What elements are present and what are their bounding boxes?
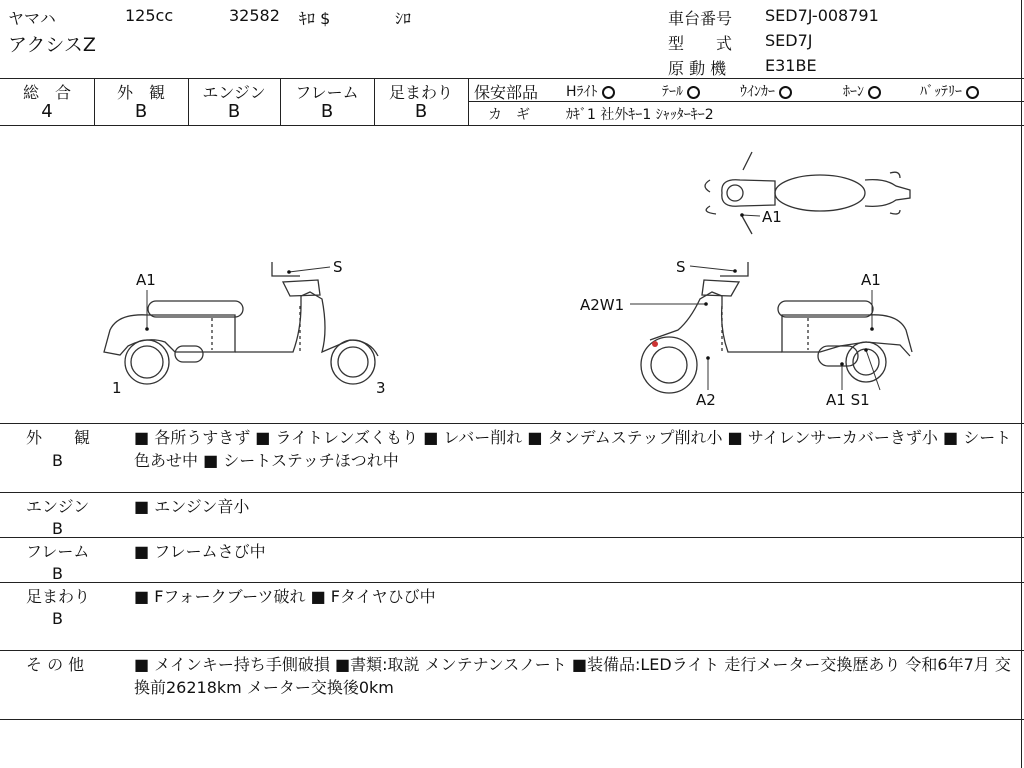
model-code-label: 型 式 (668, 34, 733, 53)
remark-grade-exterior: B (52, 451, 63, 470)
engine-code: E31BE (765, 56, 817, 75)
diagram-label: A1 (861, 271, 881, 289)
suspension-score: B (414, 101, 428, 122)
safety-label: 保安部品 (474, 83, 539, 102)
displacement: 125cc (125, 6, 174, 25)
remark-text-exterior: ■ 各所うすきず ■ ライトレンズくもり ■ レバー削れ ■ タンデムステップ削れ小 ■ サイレンサーカバーきず小 ■ シート色あせ中 ■ シートステッチほつれ中 (134, 428, 1012, 470)
divider (0, 423, 1024, 424)
exterior-label: 外 観 (116, 83, 165, 102)
remark-label-frame: フレーム (26, 542, 90, 561)
divider (0, 719, 1024, 720)
divider (1021, 0, 1022, 768)
remark-grade-engine: B (52, 519, 63, 538)
suspension-label: 足まわり (388, 83, 453, 102)
diagram-label: S (333, 258, 343, 276)
remark-label-exterior: 外 観 (26, 428, 91, 447)
mileage-unit: ｷﾛ $ (299, 9, 331, 28)
remark-label-engine: エンジン (26, 497, 90, 516)
engine-code-label: 原 動 機 (668, 59, 727, 78)
model-name: アクシスZ (8, 34, 96, 56)
safety-item-battery: ﾊﾞｯﾃﾘｰ (920, 81, 979, 101)
diagram-label: A1 (136, 271, 156, 289)
diagram-label: 1 (112, 379, 122, 397)
remark-grade-frame: B (52, 564, 63, 583)
total-label: 総 合 (22, 83, 71, 102)
diagram-label: A2W1 (580, 296, 625, 314)
diagram-label: A1 (762, 208, 782, 226)
reflector-icon (652, 341, 658, 347)
frame-no: SED7J-008791 (765, 6, 879, 25)
safety-item-winker: ｳｲﾝｶｰ (740, 81, 792, 101)
divider (468, 78, 469, 125)
ok-circle-icon (687, 86, 700, 99)
remark-label-suspension: 足まわり (26, 587, 91, 606)
remark-text-engine: ■ エンジン音小 (134, 497, 250, 516)
ok-circle-icon (966, 86, 979, 99)
divider (0, 537, 1024, 538)
key-text: ｶｷﾞ1 社外ｷｰ1 ｼｬｯﾀｰｷｰ2 (566, 107, 714, 123)
frame-label: フレーム (295, 83, 359, 102)
divider (0, 78, 1024, 79)
ok-circle-icon (868, 86, 881, 99)
remark-text-frame: ■ フレームさび中 (134, 542, 266, 561)
model-code: SED7J (765, 31, 813, 50)
remark-label-other: そ の 他 (26, 655, 85, 674)
ok-circle-icon (602, 86, 615, 99)
key-label: カ ギ (488, 107, 530, 123)
frame-score: B (320, 101, 334, 122)
divider (0, 492, 1024, 493)
safety-item-headlight: Hﾗｲﾄ (566, 81, 615, 101)
diagram-label: A1 S1 (826, 391, 870, 409)
divider (0, 582, 1024, 583)
engine-label: エンジン (202, 83, 266, 102)
diagram-label: A2 (696, 391, 716, 409)
divider (468, 101, 1024, 102)
divider (0, 650, 1024, 651)
engine-score: B (227, 101, 241, 122)
mileage: 32582 (229, 6, 280, 25)
ok-circle-icon (779, 86, 792, 99)
scooter-top-view (705, 152, 910, 234)
remark-text-other: ■ メインキー持ち手側破損 ■書類:取説 メンテナンスノート ■装備品:LEDライト 走行メーター交換歴あり 令和6年7月 交換前26218km メーター交換後0km (134, 655, 1011, 697)
frame-no-label: 車台番号 (668, 9, 733, 28)
exterior-score: B (134, 101, 148, 122)
safety-item-horn: ﾎｰﾝ (843, 81, 881, 101)
damage-diagram (0, 126, 1020, 422)
maker: ヤマハ (8, 9, 56, 28)
remark-text-suspension: ■ Fフォークブーツ破れ ■ Fタイヤひび中 (134, 587, 436, 606)
diagram-label: 3 (376, 379, 386, 397)
safety-item-taillight: ﾃｰﾙ (662, 81, 700, 101)
color: ｼﾛ (395, 9, 412, 28)
remark-grade-suspension: B (52, 609, 63, 628)
diagram-label: S (676, 258, 686, 276)
total-score: 4 (41, 101, 53, 122)
